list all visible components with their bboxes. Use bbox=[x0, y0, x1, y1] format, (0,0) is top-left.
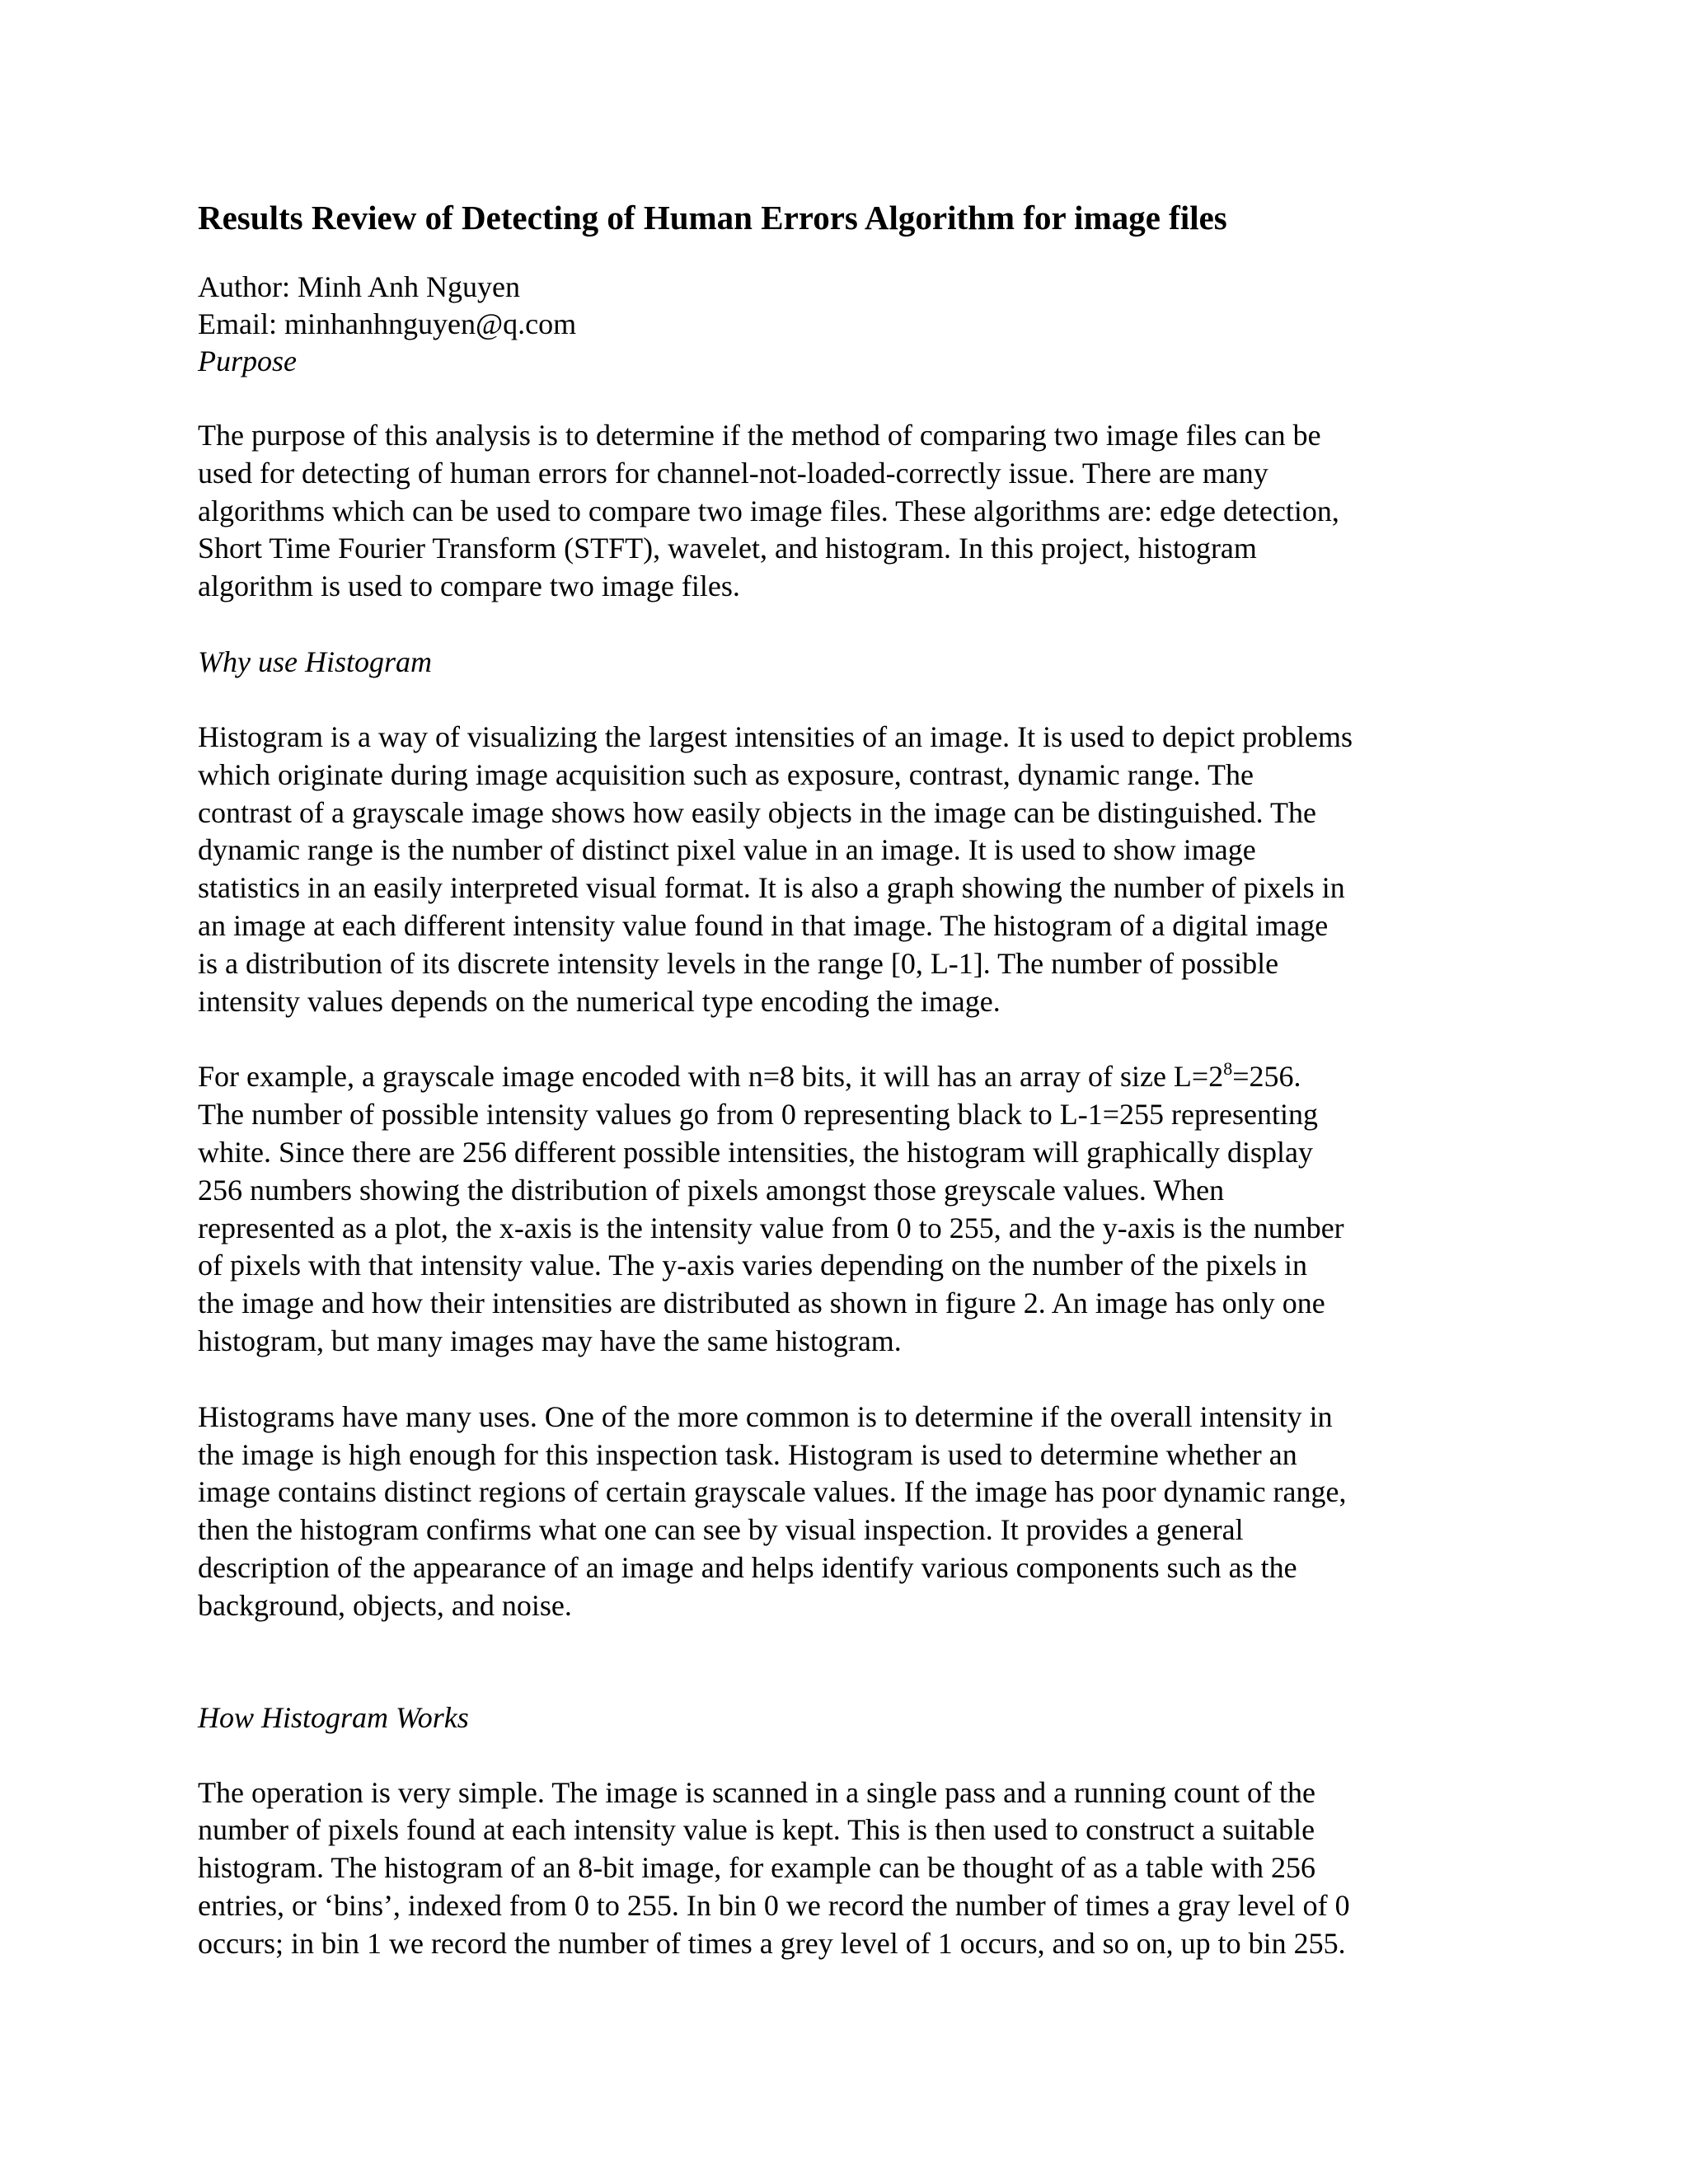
why-histogram-paragraph bbox=[198, 719, 1484, 1020]
how-line: histogram. The histogram of an 8-bit image, for example can be thought of as a table with 256 bbox=[198, 1851, 1315, 1885]
example-line bbox=[198, 1058, 1484, 1096]
uses-line: Histograms have many uses. One of the more common is to determine if the overall intensity in bbox=[198, 1399, 1333, 1433]
document-page bbox=[198, 196, 1484, 1963]
uses-line: description of the appearance of an image and helps identify various components such as the bbox=[198, 1550, 1297, 1584]
purpose-line: algorithm is used to compare two image files. bbox=[198, 569, 740, 603]
why-histogram-heading: Why use Histogram bbox=[198, 644, 432, 678]
purpose-paragraph bbox=[198, 417, 1484, 606]
example-line: white. Since there are 256 different possible intensities, the histogram will graphically display bbox=[198, 1135, 1314, 1169]
example-line-text: For example, a grayscale image encoded with n=8 bits, it will has an array of size L=2 bbox=[198, 1060, 1224, 1094]
email-line: Email: minhanhnguyen@q.com bbox=[198, 307, 577, 340]
example-line: represented as a plot, the x-axis is the intensity value from 0 to 255, and the y-axis is the number bbox=[198, 1211, 1344, 1244]
example-line-text: =256. bbox=[1232, 1060, 1301, 1094]
how-line: occurs; in bin 1 we record the number of times a grey level of 1 occurs, and so on, up to bin 255. bbox=[198, 1926, 1346, 1960]
purpose-line: Short Time Fourier Transform (STFT), wavelet, and histogram. In this project, histogram bbox=[198, 532, 1257, 565]
author-line: Author: Minh Anh Nguyen bbox=[198, 270, 520, 303]
how-line: entries, or ‘bins’, indexed from 0 to 255. In bin 0 we record the number of times a gray level of 0 bbox=[198, 1888, 1350, 1922]
why-line: intensity values depends on the numerical type encoding the image. bbox=[198, 984, 1001, 1018]
example-line: of pixels with that intensity value. The y-axis varies depending on the number of the pixels in bbox=[198, 1249, 1308, 1282]
why-line: Histogram is a way of visualizing the largest intensities of an image. It is used to depict problems bbox=[198, 719, 1353, 753]
example-line: the image and how their intensities are distributed as shown in figure 2. An image has only one bbox=[198, 1286, 1325, 1320]
example-paragraph bbox=[198, 1058, 1484, 1360]
why-line: dynamic range is the number of distinct pixel value in an image. It is used to show image bbox=[198, 833, 1256, 867]
uses-line: image contains distinct regions of certain grayscale values. If the image has poor dynamic range, bbox=[198, 1475, 1347, 1509]
uses-paragraph bbox=[198, 1399, 1484, 1625]
how-line: The operation is very simple. The image is scanned in a single pass and a running count of the bbox=[198, 1775, 1315, 1809]
why-line: statistics in an easily interpreted visual format. It is also a graph showing the number of pixels in bbox=[198, 871, 1345, 905]
why-line: which originate during image acquisition such as exposure, contrast, dynamic range. The bbox=[198, 757, 1254, 791]
how-histogram-paragraph bbox=[198, 1774, 1484, 1963]
uses-line: background, objects, and noise. bbox=[198, 1588, 572, 1622]
how-histogram-works-heading: How Histogram Works bbox=[198, 1700, 469, 1734]
document-title: Results Review of Detecting of Human Errors Algorithm for image files bbox=[198, 199, 1227, 237]
exponent: 8 bbox=[1223, 1058, 1233, 1080]
example-line: 256 numbers showing the distribution of pixels amongst those greyscale values. When bbox=[198, 1173, 1225, 1207]
how-line: number of pixels found at each intensity value is kept. This is then used to construct a suitable bbox=[198, 1813, 1315, 1847]
purpose-line: The purpose of this analysis is to determine if the method of comparing two image files can be bbox=[198, 419, 1321, 452]
why-line: contrast of a grayscale image shows how easily objects in the image can be distinguished. The bbox=[198, 795, 1316, 829]
why-line: is a distribution of its discrete intensity levels in the range [0, L-1]. The number of possible bbox=[198, 946, 1279, 980]
purpose-heading: Purpose bbox=[198, 344, 297, 377]
purpose-line: algorithms which can be used to compare two image files. These algorithms are: edge detection, bbox=[198, 494, 1339, 527]
why-line: an image at each different intensity value found in that image. The histogram of a digital image bbox=[198, 908, 1329, 942]
uses-line: then the histogram confirms what one can see by visual inspection. It provides a general bbox=[198, 1513, 1244, 1547]
example-line: The number of possible intensity values go from 0 representing black to L-1=255 representing bbox=[198, 1098, 1318, 1132]
purpose-line: used for detecting of human errors for channel-not-loaded-correctly issue. There are many bbox=[198, 456, 1268, 490]
uses-line: the image is high enough for this inspection task. Histogram is used to determine whether an bbox=[198, 1437, 1297, 1471]
example-line: histogram, but many images may have the same histogram. bbox=[198, 1324, 902, 1357]
